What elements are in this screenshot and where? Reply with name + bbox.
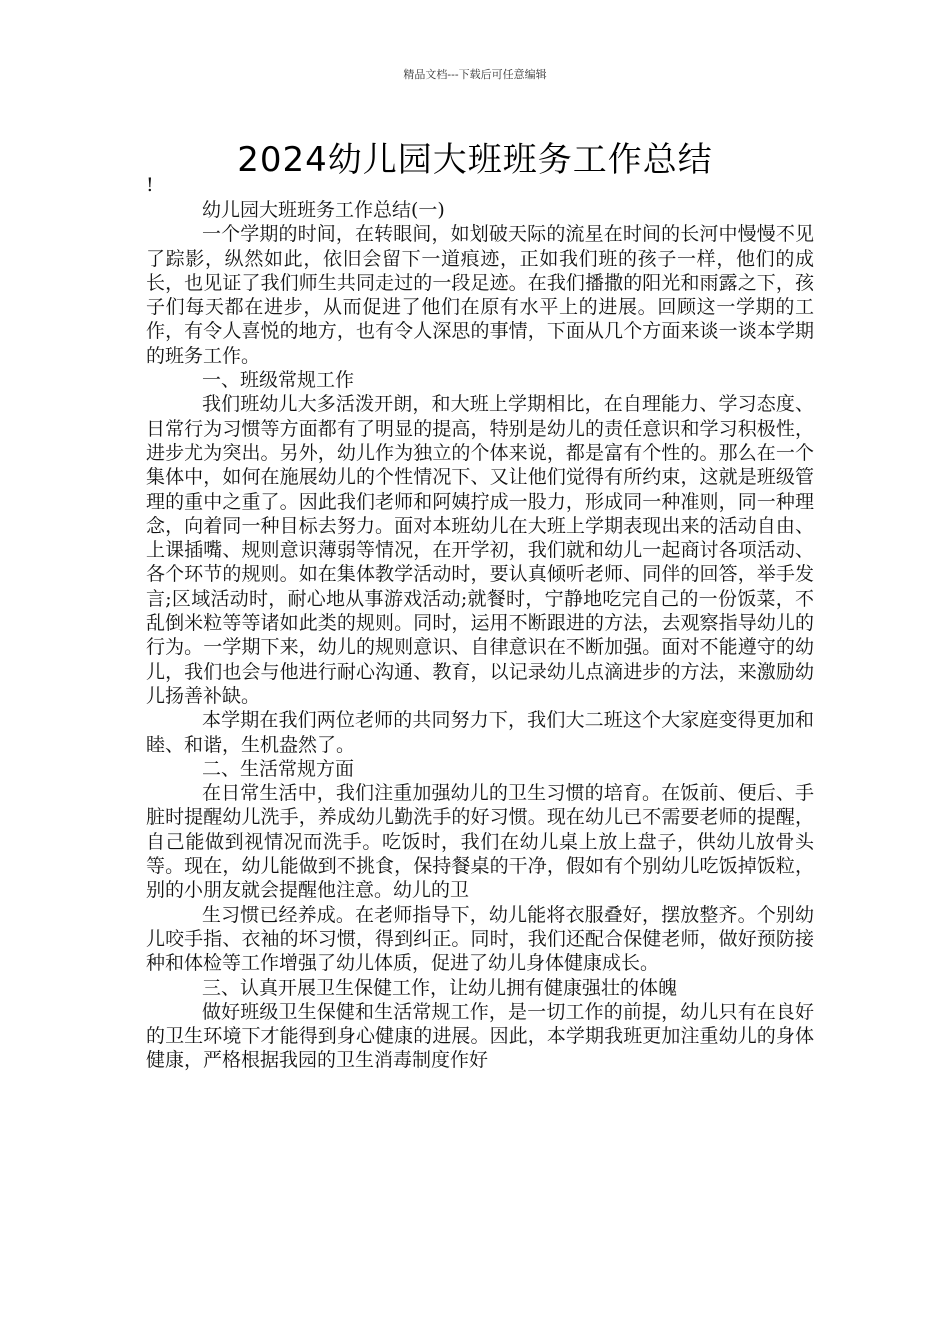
- paragraph: 本学期在我们两位老师的共同努力下，我们大二班这个大家庭变得更加和睦、和谐，生机盎然了。: [146, 709, 814, 756]
- section-title: 幼儿园大班班务工作总结(一): [202, 199, 445, 221]
- paragraph: 我们班幼儿大多活泼开朗，和大班上学期相比，在自理能力、学习态度、日常行为习惯等方面都有了明显的提高，特别是幼儿的责任意识和学习积极性，进步尤为突出。另外，幼儿作为独立的个体来说，都是富有个性的。那么在一个集体中，如何在施展幼儿的个性情况下、又让他们觉得有所约束，这就是班级管理的重中之重了。因此我们老师和阿姨拧成一股力，形成同一种准则，同一种理念，向着同一种目标去努力。面对本班幼儿在大班上学期表现出来的活动自由、上课插嘴、规则意识薄弱等情况，在开学初，我们就和幼儿一起商讨各项活动、各个环节的规则。如在集体教学活动时，要认真倾听老师、同伴的回答，举手发言;区域活动时，耐心地从事游戏活动;就餐时，宁静地吃完自己的一份饭菜，不乱倒米粒等等诸如此类的规则。同时，运用不断跟进的方法，去观察指导幼儿的行为。一学期下来，幼儿的规则意识、自律意识在不断加强。面对不能遵守的幼儿，我们也会与他进行耐心沟通、教育，以记录幼儿点滴进步的方法，来激励幼儿扬善补缺。: [146, 393, 814, 707]
- paragraph: 一个学期的时间，在转眼间，如划破天际的流星在时间的长河中慢慢不见了踪影，纵然如此，依旧会留下一道痕迹，正如我们班的孩子一样，他们的成长，也见证了我们师生共同走过的一段足迹。在我们播撒的阳光和雨露之下，孩子们每天都在进步，从而促进了他们在原有水平上的进展。回顾这一学期的工作，有令人喜悦的地方，也有令人深思的事情，下面从几个方面来谈一谈本学期的班务工作。: [146, 223, 814, 367]
- stray-mark: !: [146, 174, 154, 196]
- paragraph: 在日常生活中，我们注重加强幼儿的卫生习惯的培育。在饭前、便后、手脏时提醒幼儿洗手，养成幼儿勤洗手的好习惯。现在幼儿已不需要老师的提醒，自己能做到视情况而洗手。吃饭时，我们在幼儿桌上放上盘子，供幼儿放骨头等。现在，幼儿能做到不挑食，保持餐桌的干净，假如有个别幼儿吃饭掉饭粒，别的小朋友就会提醒他注意。幼儿的卫: [146, 782, 814, 902]
- page-header: 精品文档---下载后可任意编辑: [403, 68, 547, 81]
- document-body: [146, 198, 814, 1073]
- section-heading: 一、班级常规工作: [202, 369, 355, 392]
- paragraph: 生习惯已经养成。在老师指导下，幼儿能将衣服叠好，摆放整齐。个别幼儿咬手指、衣袖的坏习惯，得到纠正。同时，我们还配合保健老师，做好预防接种和体检等工作增强了幼儿体质，促进了幼儿身体健康成长。: [146, 903, 814, 975]
- section-heading: 三、认真开展卫生保健工作，让幼儿拥有健康强壮的体魄: [202, 976, 678, 999]
- paragraph: 做好班级卫生保健和生活常规工作，是一切工作的前提，幼儿只有在良好的卫生环境下才能得到身心健康的进展。因此，本学期我班更加注重幼儿的身体健康，严格根据我园的卫生消毒制度作好: [146, 1000, 814, 1072]
- document-title: 2024幼儿园大班班务工作总结: [237, 140, 713, 180]
- section-heading: 二、生活常规方面: [202, 757, 355, 780]
